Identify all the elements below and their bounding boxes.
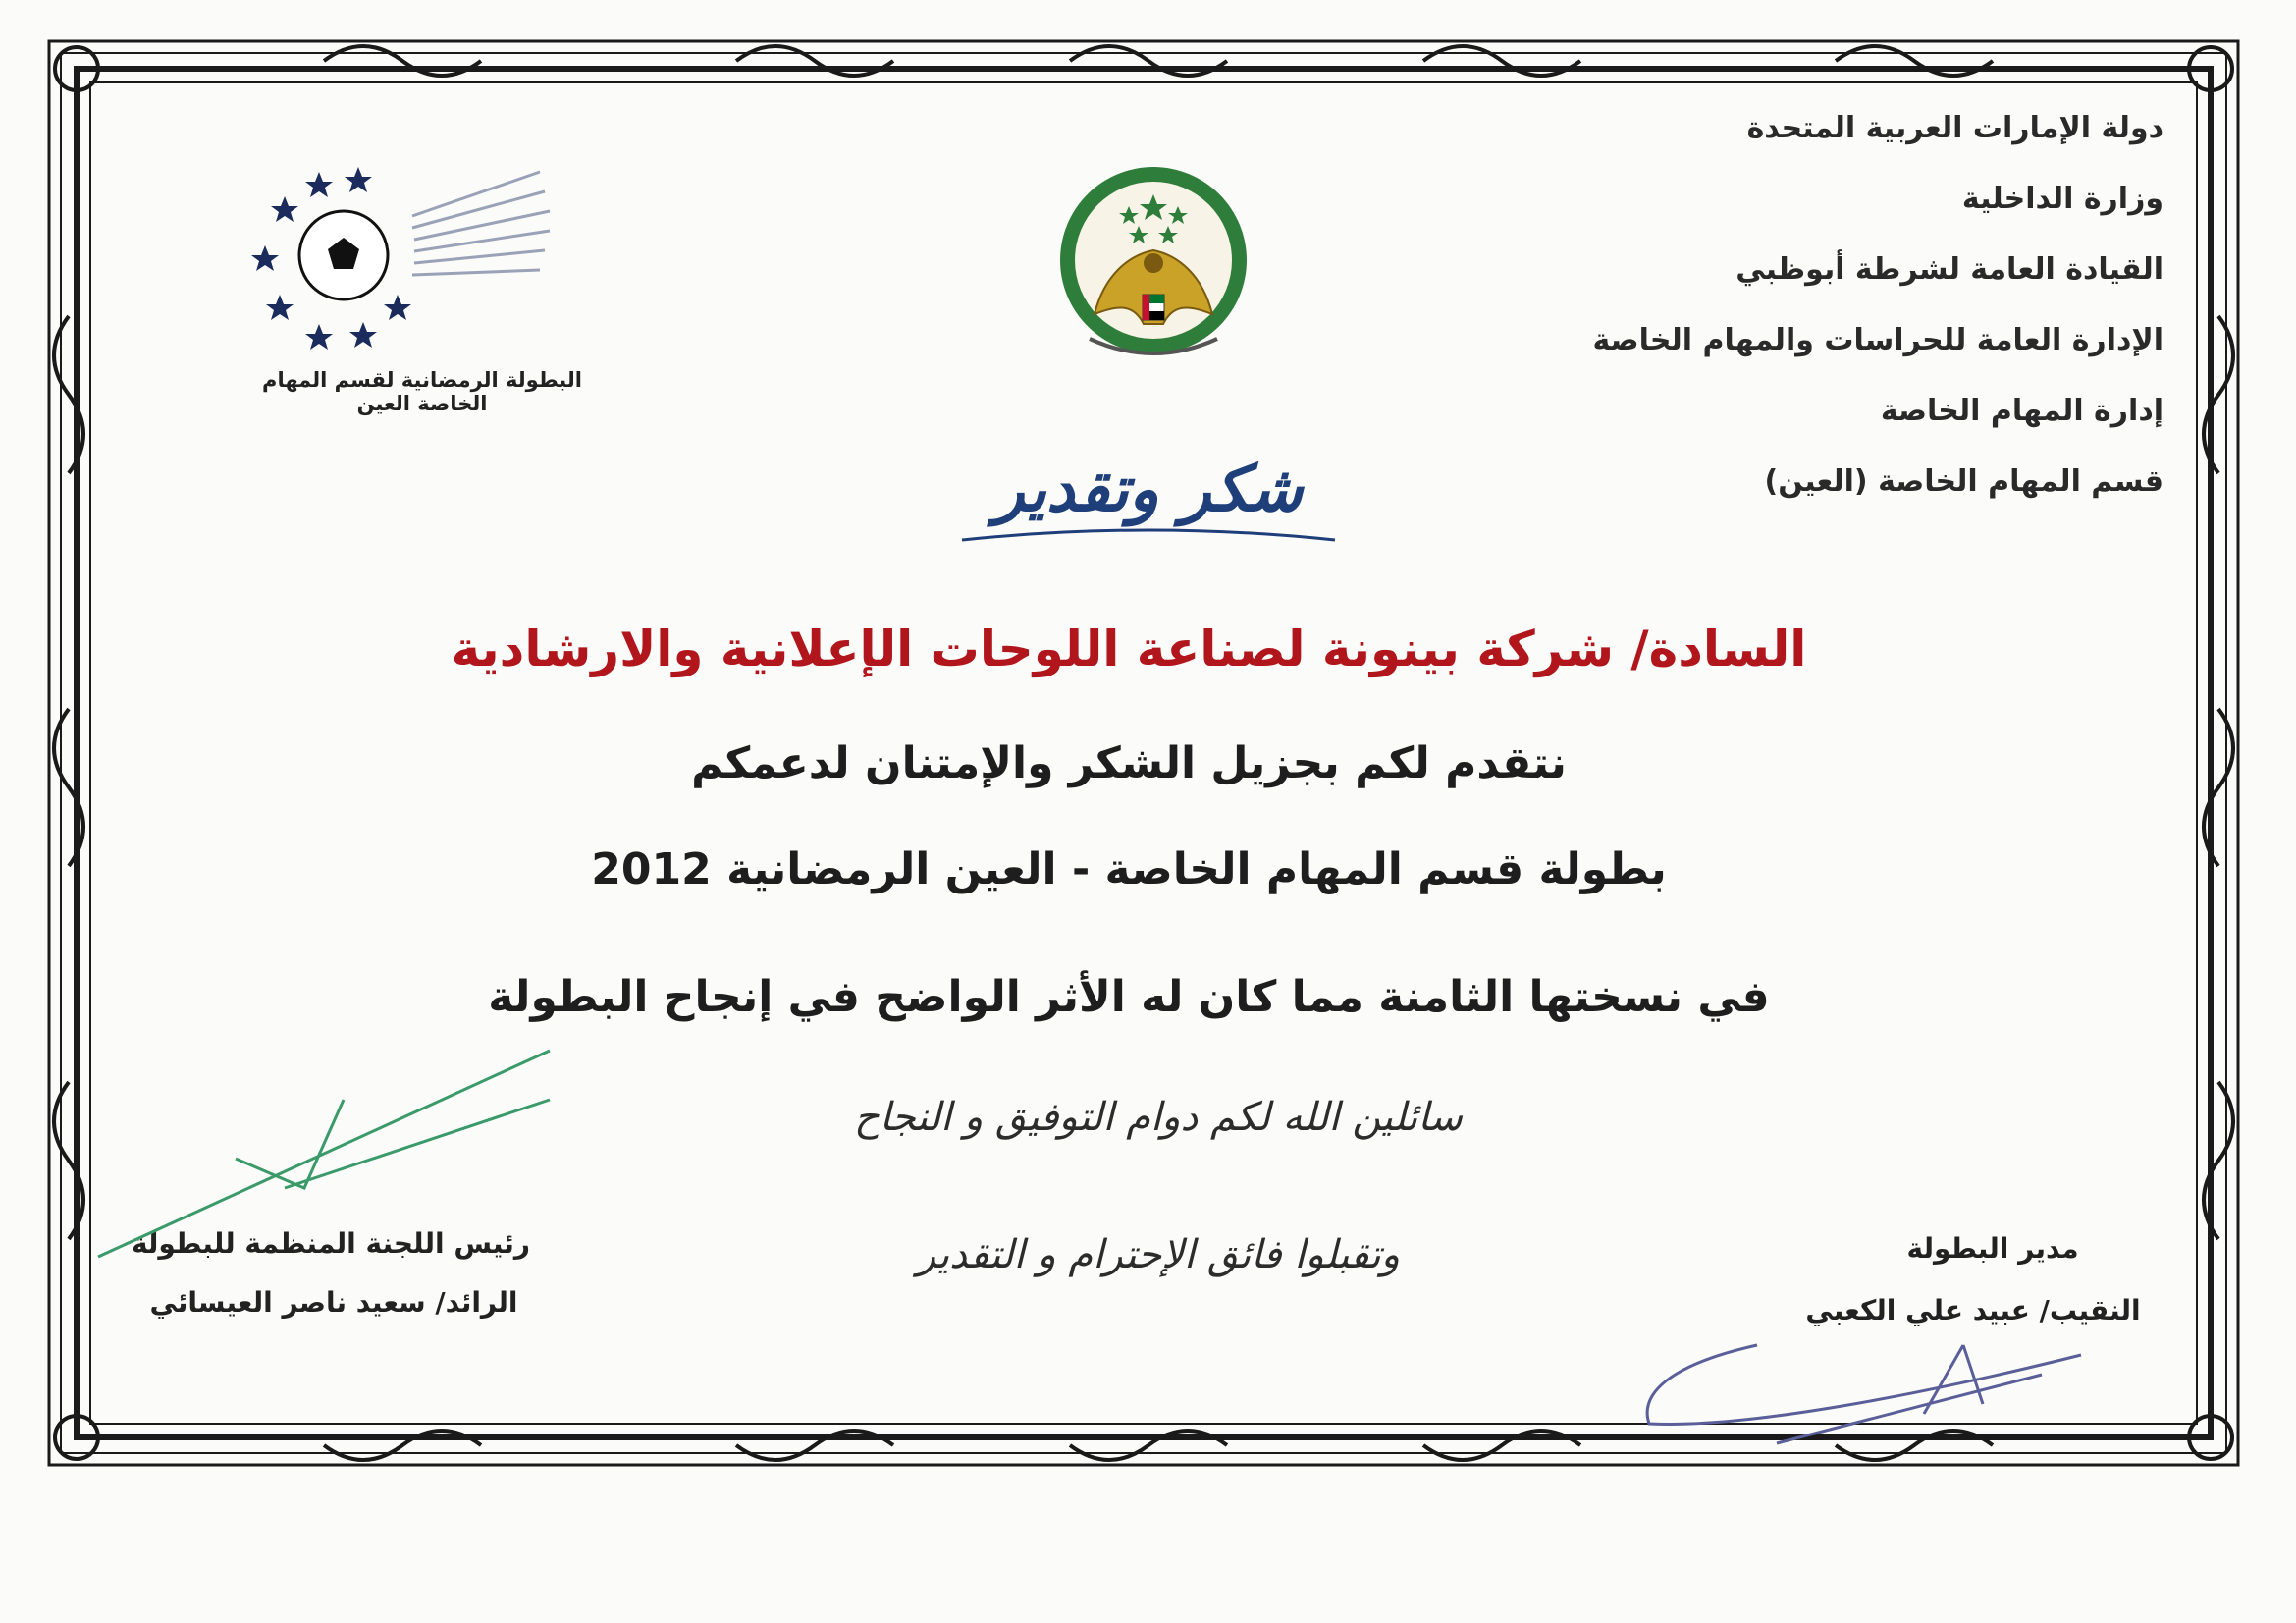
header-line-general-department: الإدارة العامة للحراسات والمهام الخاصة	[1592, 323, 2163, 357]
body-line-2: بطولة قسم المهام الخاصة - العين الرمضانية 2012	[591, 844, 1667, 894]
closing-line-2: وتقبلوا فائق الإحترام و التقدير	[916, 1232, 1401, 1277]
closing-line-1: سائلين الله لكم دوام التوفيق و النجاح	[854, 1095, 1463, 1140]
title-text: شكر وتقدير	[993, 453, 1304, 526]
issuer-header	[1457, 93, 2163, 517]
header-line-section: قسم المهام الخاصة (العين)	[1764, 464, 2163, 499]
recipient-line: السادة/ شركة بينونة لصناعة اللوحات الإعلانية والارشادية	[451, 621, 1807, 677]
ministry-of-interior-eagle-emblem	[1050, 157, 1256, 373]
header-line-police-command: القيادة العامة لشرطة أبوظبي	[1735, 252, 2163, 287]
header-line-ministry: وزارة الداخلية	[1961, 182, 2163, 216]
left-signatory-name: الرائد/ سعيد ناصر العيسائي	[149, 1286, 518, 1319]
right-signatory-title: مدير البطولة	[1906, 1232, 2079, 1265]
body-line-3: في نسختها الثامنة مما كان له الأثر الواضح في إنجاح البطولة	[488, 972, 1770, 1022]
thanks-title-calligraphy	[942, 432, 1355, 560]
left-signatory-title: رئيس اللجنة المنظمة للبطولة	[131, 1227, 530, 1260]
header-line-department: إدارة المهام الخاصة	[1880, 394, 2163, 428]
body-line-1: نتقدم لكم بجزيل الشكر والإمتنان لدعمكم	[691, 738, 1567, 788]
tournament-logo-caption: البطولة الرمضانية لقسم المهام الخاصة العين	[262, 368, 582, 415]
football-stars-icon	[245, 147, 569, 373]
right-signatory-name: النقيب/ عبيد علي الكعبي	[1805, 1294, 2141, 1326]
header-line-country: دولة الإمارات العربية المتحدة	[1746, 111, 2163, 145]
right-handwritten-signature	[1629, 1335, 2091, 1463]
